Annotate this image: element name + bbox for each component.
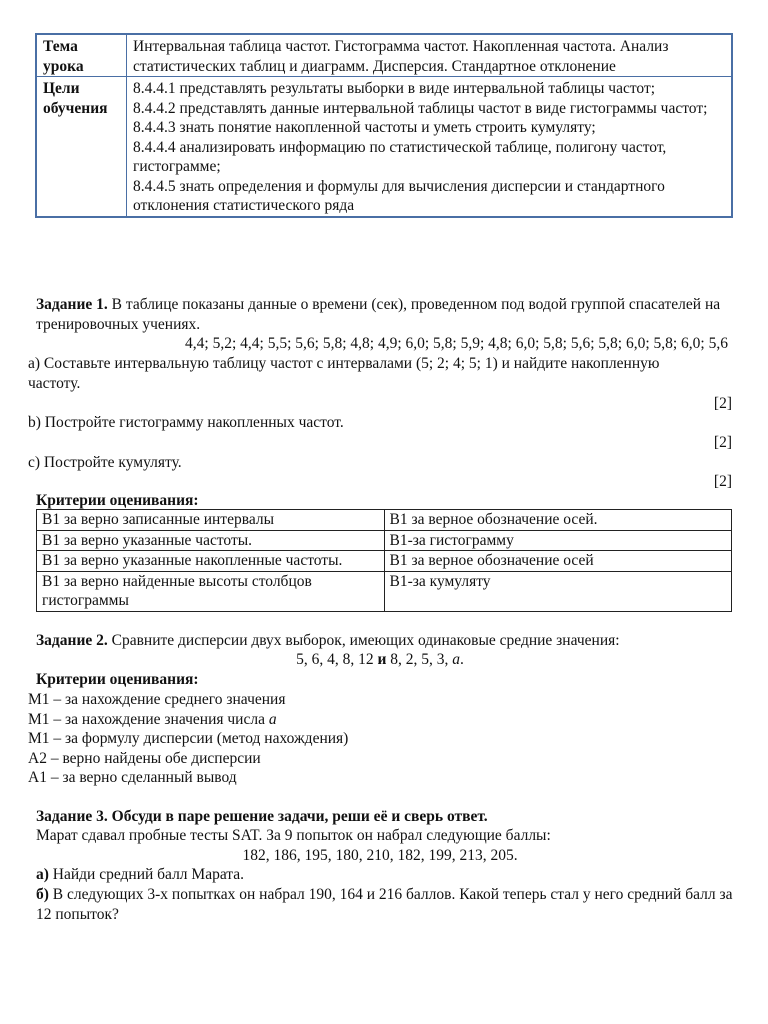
table-row [37, 510, 732, 531]
part-b-text: В следующих 3-х попытках он набрал 190, 164 и 216 баллов. Какой теперь стал у него средний балл за 12 попыток? [36, 886, 733, 923]
criteria-heading: Критерии оценивания: [36, 671, 199, 688]
criteria-cell: В1 за верно найденные высоты столбцов гистограммы [37, 571, 385, 611]
table-row [37, 571, 732, 611]
goal-item: 8.4.4.4 анализировать информацию по статистической таблице, полигону частот, гистограмме; [133, 138, 667, 175]
list-item: М1 – за формулу дисперсии (метод нахождения) [28, 730, 349, 747]
list-item: А2 – верно найдены обе дисперсии [28, 749, 261, 767]
task1-intro [36, 295, 726, 334]
task3-title: Задание 3. Обсуди в паре решение задачи, реши её и сверь ответ. [36, 808, 488, 825]
sample-and: и [377, 651, 387, 668]
task1-part-a: а) Составьте интервальную таблицу частот с интервалами (5; 2; 4; 5; 1) и найдите накопленную частоту. [28, 355, 660, 392]
part-a-text: Найди средний балл Марата. [52, 866, 245, 883]
task1-score-a: [2] [713, 395, 732, 412]
criteria-cell: В1 за верно указанные накопленные частоты. [37, 551, 385, 572]
criteria-cell: В1-за кумуляту [384, 571, 732, 611]
goal-item: 8.4.4.5 знать определения и формулы для вычисления дисперсии и стандартного отклонения статистического ряда [133, 177, 665, 214]
sample-b: 8, 2, 5, 3, [390, 651, 449, 668]
task2-intro [36, 631, 736, 651]
table-row [37, 551, 732, 572]
sample-end: . [460, 651, 464, 668]
criteria-table [36, 509, 732, 612]
table-row [37, 530, 732, 551]
task2-criteria-title [36, 670, 199, 690]
topic-table [35, 33, 733, 218]
list-item: А1 – за верно сделанный вывод [28, 769, 237, 786]
criteria-heading: Критерии оценивания: [36, 492, 199, 509]
goals-label: Цели обучения [36, 77, 127, 217]
task1-score-c: [2] [713, 473, 732, 490]
part-a-label: а) [36, 866, 49, 883]
part-b-label: б) [36, 886, 49, 903]
topic-row [36, 34, 732, 77]
task1-part-c: с) Постройте кумуляту. [28, 454, 182, 471]
task1-score-b: [2] [713, 434, 732, 451]
task3-title-row [36, 807, 736, 827]
task3-part-b [36, 885, 736, 924]
task2-samples [28, 650, 732, 670]
criteria-cell: В1 за верное обозначение осей. [384, 510, 732, 531]
task1-part-b: b) Постройте гистограмму накопленных частот. [28, 414, 344, 431]
task1-criteria-title [36, 491, 199, 511]
topic-label: Тема урока [36, 34, 127, 77]
criteria-cell: В1 за верное обозначение осей [384, 551, 732, 572]
criteria-cell: В1 за верно указанные частоты. [37, 530, 385, 551]
task3-text: Марат сдавал пробные тесты SAT. За 9 попыток он набрал следующие баллы: [36, 827, 551, 844]
task3-part-a [36, 865, 636, 885]
task1-data: 4,4; 5,2; 4,4; 5,5; 5,6; 5,8; 4,8; 4,9; 6,0; 5,8; 5,9; 4,8; 6,0; 5,8; 5,6; 5,8; 6,0; 5,8; 6,0; 5,6 [185, 335, 728, 352]
task2-text: Сравните дисперсии двух выборок, имеющих одинаковые средние значения: [111, 632, 620, 649]
criteria-cell: В1-за гистограмму [384, 530, 732, 551]
goal-item: 8.4.4.3 знать понятие накопленной частоты и уметь строить кумуляту; [133, 119, 596, 136]
list-item: М1 – за нахождение среднего значения [28, 691, 286, 708]
task2-title: Задание 2. [36, 632, 108, 649]
criteria-var: a [268, 710, 277, 728]
topic-text: Интервальная таблица частот. Гистограмма частот. Накопленная частота. Анализ статистических таблиц и диаграмм. Дисперсия. Стандартное отклонение [127, 34, 733, 77]
goals-cell [127, 77, 733, 217]
list-item [28, 710, 628, 730]
goal-item: 8.4.4.1 представлять результаты выборки в виде интервальной таблицы частот; [133, 80, 656, 97]
criteria-text: М1 – за нахождение значения числа [28, 710, 265, 728]
goals-row [36, 77, 732, 217]
sample-a: 5, 6, 4, 8, 12 [296, 651, 374, 668]
sample-var: a [452, 651, 461, 668]
task3-scores: 182, 186, 195, 180, 210, 182, 199, 213, 205. [242, 847, 518, 864]
criteria-cell: В1 за верно записанные интервалы [37, 510, 385, 531]
task2-criteria-list [28, 690, 628, 788]
task1-intro-text: В таблице показаны данные о времени (сек), проведенном под водой группой спасателей на тренировочных учениях. [36, 296, 721, 333]
goal-item: 8.4.4.2 представлять данные интервальной таблицы частот в виде гистограммы частот; [133, 99, 708, 117]
task1-title: Задание 1. [36, 296, 108, 313]
